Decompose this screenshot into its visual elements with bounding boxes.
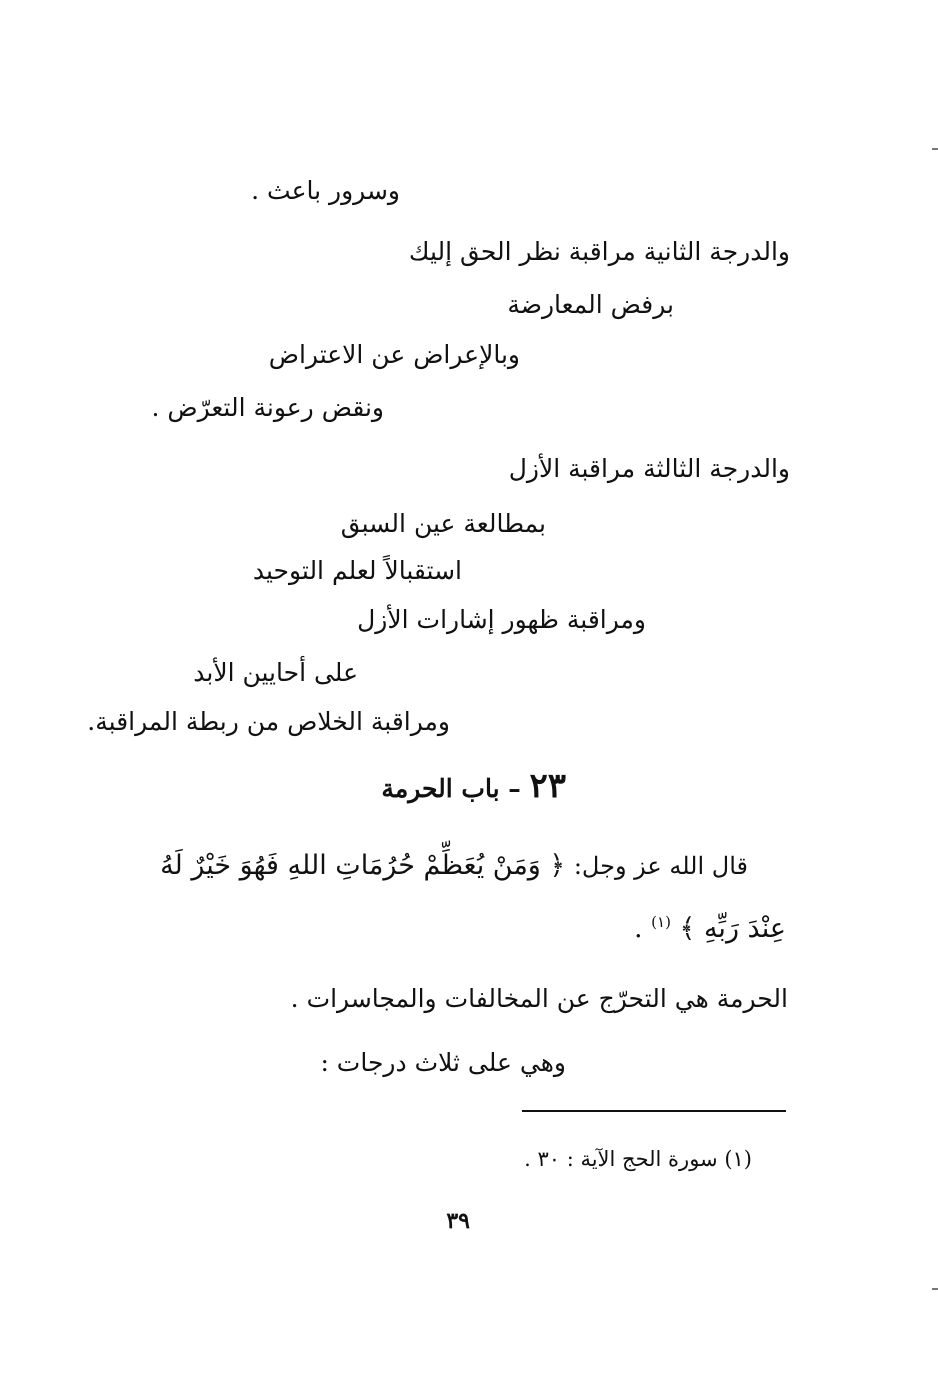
chapter-dash: –	[508, 774, 521, 803]
chapter-title: باب الحرمة	[381, 774, 500, 803]
footnote-reference: (١)	[651, 913, 671, 931]
chapter-number: ٢٣	[529, 766, 566, 806]
margin-mark	[932, 148, 938, 150]
text-line-10: على أحايين الأبد	[193, 658, 358, 687]
definition-line: الحرمة هي التحرّج عن المخالفات والمجاسرات .	[290, 984, 788, 1013]
text-line-4: وبالإعراض عن الاعتراض	[268, 340, 520, 369]
chapter-heading	[381, 766, 566, 809]
text-line-9: ومراقبة ظهور إشارات الأزل	[357, 605, 646, 634]
quote-line-2	[634, 902, 786, 949]
footnote-text: (١) سورة الحج الآية : ٣٠ .	[524, 1147, 752, 1171]
footnote-separator	[522, 1110, 786, 1112]
text-line-3: برفض المعارضة	[507, 290, 674, 319]
quran-verse-part-2: عِنْدَ رَبِّهِ ﴾	[679, 913, 786, 944]
text-line-5: ونقض رعونة التعرّض .	[151, 393, 384, 422]
quran-verse-part-1: ﴿ وَمَنْ يُعَظِّمْ حُرُمَاتِ اللهِ فَهُوَ خَيْرٌ لَهُ	[160, 850, 566, 881]
quote-end: .	[633, 913, 643, 944]
quote-intro: قال الله عز وجل:	[573, 852, 748, 880]
text-line-7: بمطالعة عين السبق	[340, 509, 546, 538]
text-line-1: وسرور باعث .	[251, 176, 400, 205]
degrees-line: وهي على ثلاث درجات :	[320, 1048, 566, 1077]
text-line-2: والدرجة الثانية مراقبة نظر الحق إليك	[408, 237, 790, 266]
text-line-11: ومراقبة الخلاص من ربطة المراقبة.	[87, 707, 450, 736]
text-line-6: والدرجة الثالثة مراقبة الأزل	[508, 454, 790, 483]
page-number: ٣٩	[446, 1208, 470, 1234]
text-line-8: استقبالاً لعلم التوحيد	[252, 556, 462, 585]
margin-mark	[932, 1288, 938, 1290]
quote-line-1	[160, 846, 748, 886]
